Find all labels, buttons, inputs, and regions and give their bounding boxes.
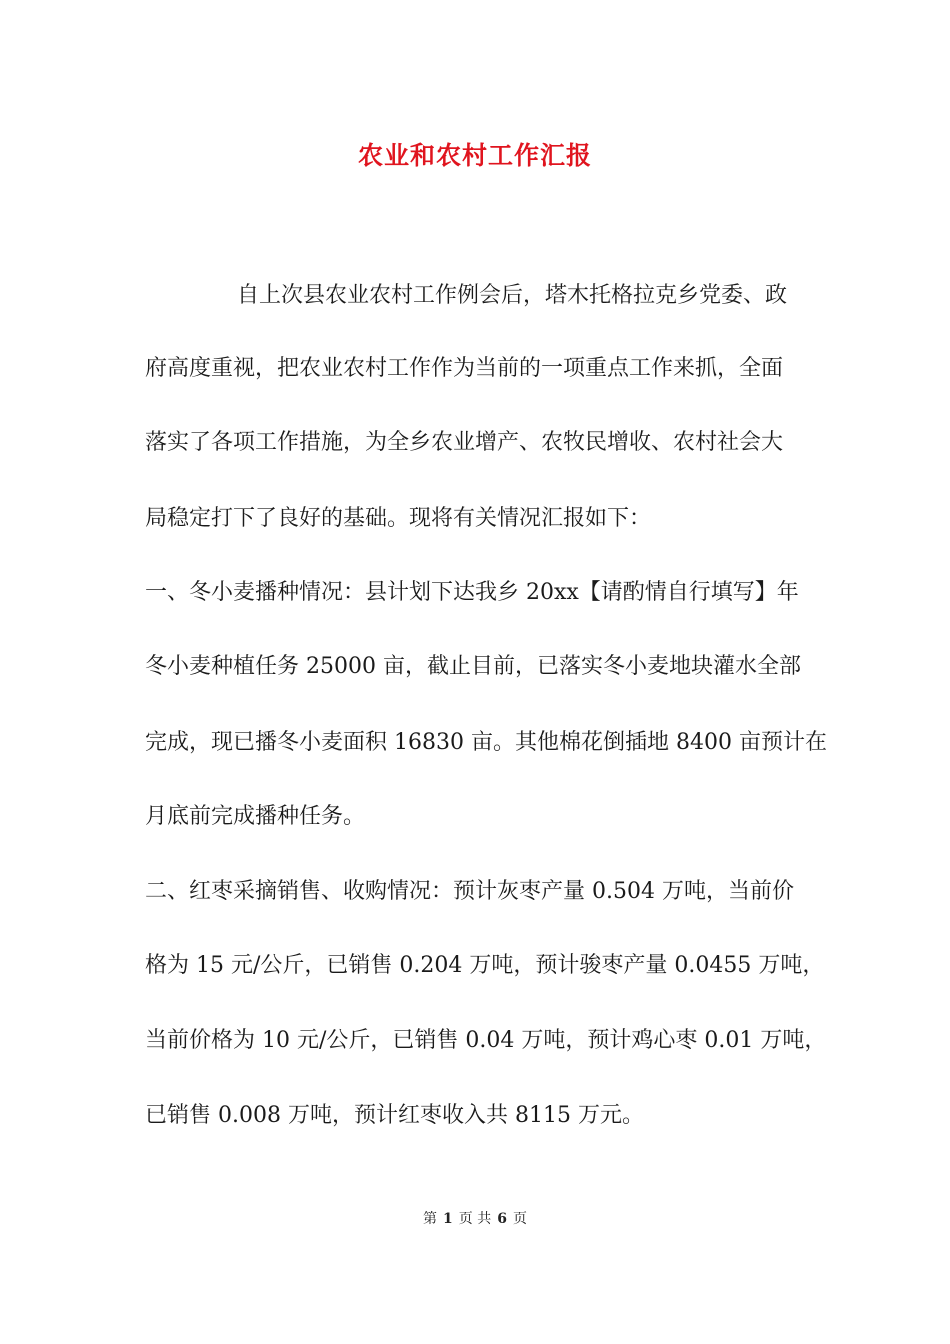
section-1-line-3: 完成，现已播冬小麦面积 16830 亩。其他棉花倒插地 8400 亩预计在 [145,730,827,755]
section-1-line-4: 月底前完成播种任务。 [145,804,366,829]
footer-suffix: 页 [512,1211,527,1227]
section-2-line-2: 格为 15 元/公斤，已销售 0.204 万吨，预计骏枣产量 0.0455 万吨， [145,953,825,978]
paragraph-1-line-1: 自上次县农业农村工作例会后，塔木托格拉克乡党委、政 [237,283,788,308]
footer-prefix: 第 [423,1211,438,1227]
paragraph-1-line-2: 府高度重视，把农业农村工作作为当前的一项重点工作来抓，全面 [145,356,784,381]
page-footer [0,1208,950,1228]
section-2-line-4: 已销售 0.008 万吨，预计红枣收入共 8115 万元。 [145,1103,644,1128]
footer-current-page: 1 [443,1211,453,1227]
paragraph-1-line-3: 落实了各项工作措施，为全乡农业增产、农牧民增收、农村社会大 [145,430,784,455]
document-title: 农业和农村工作汇报 [357,141,592,170]
section-1-line-1: 一、冬小麦播种情况：县计划下达我乡 20xx【请酌情自行填写】年 [145,580,799,605]
footer-middle: 页 共 [458,1211,492,1227]
section-2-line-3: 当前价格为 10 元/公斤，已销售 0.04 万吨，预计鸡心枣 0.01 万吨， [145,1028,827,1053]
footer-total-pages: 6 [497,1211,507,1227]
paragraph-1-line-4: 局稳定打下了良好的基础。现将有关情况汇报如下： [145,506,652,531]
section-1-line-2: 冬小麦种植任务 25000 亩，截止目前，已落实冬小麦地块灌水全部 [145,654,801,679]
section-2-line-1: 二、红枣采摘销售、收购情况：预计灰枣产量 0.504 万吨，当前价 [145,879,794,904]
